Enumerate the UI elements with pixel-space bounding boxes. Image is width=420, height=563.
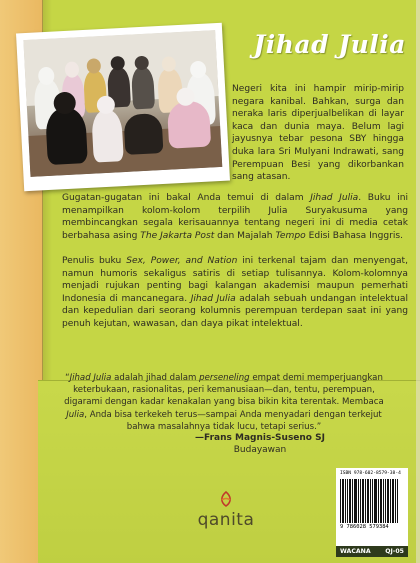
imprint-series: WACANA [340,548,371,555]
publisher-name: qanita [197,510,255,530]
publisher-logo [186,490,266,536]
book-title: Jihad Julia [253,30,406,59]
publisher-mark-icon [216,490,236,510]
photo-scene [23,30,222,177]
author-photo [16,23,230,192]
quote-author: —Frans Magnis-Suseno SJ [195,433,325,443]
imprint-code: QJ-05 [385,548,404,555]
isbn-number: 9 786028 579384 [340,524,389,530]
intro-paragraph: Negeri kita ini hampir mirip-mirip negara kanibal. Bahkan, surga dan neraka laris diperjualbelikan di layar kaca dan dunia maya. Belum lagi jayusnya tebar pesona SBY hingga duka lara Sri Mulyani Indrawati, sang Perempuan Besi yang dikorbankan sang atasan. [232,84,404,183]
description-paragraph: Gugatan-gugatan ini bakal Anda temui di dalam Jihad Julia. Buku ini menampilkan kolom-kolom terpilih Julia Suryakusuma yang membincangkan segala kerisauannya tentang negeri ini di media cetak berbahasa asing The Jakarta Post dan Majalah Tempo Edisi Bahasa Inggris. [62,193,408,241]
isbn-label: ISBN 978-602-8579-38-4 [340,471,401,476]
endorsement-quote: “Jihad Julia adalah jihad dalam perseneling empat demi memperjuangkan keterbukaan, rasionalitas, peri kemanusiaan—dan, tentu, perempuan, digarami dengan kadar kenakalan yang bisa bikin kita terentak. Membaca Julia, Anda bisa terkekeh terus—sampai Anda menyadari dengan terkejut bahwa masalahnya tidak lucu, tetapi serius.” [64,373,384,432]
barcode [336,468,408,546]
barcode-bars [340,479,404,523]
edge-wear [416,0,420,563]
imprint-strip [336,546,408,557]
quote-author-role: Budayawan [233,445,287,455]
author-paragraph: Penulis buku Sex, Power, and Nation ini terkenal tajam dan menyengat, namun humoris sekaligus satiris di setiap tulisannya. Kolom-kolomnya menjadi rujukan penting bagi kalangan akademisi maupun pemerhati Indonesia di mancanegara. Jihad Julia adalah sebuah undangan intelektual dan kepedulian dari seorang kolumnis perempuan terdepan saat ini yang penuh kejutan, wawasan, dan daya pikat intelektual. [62,256,409,329]
